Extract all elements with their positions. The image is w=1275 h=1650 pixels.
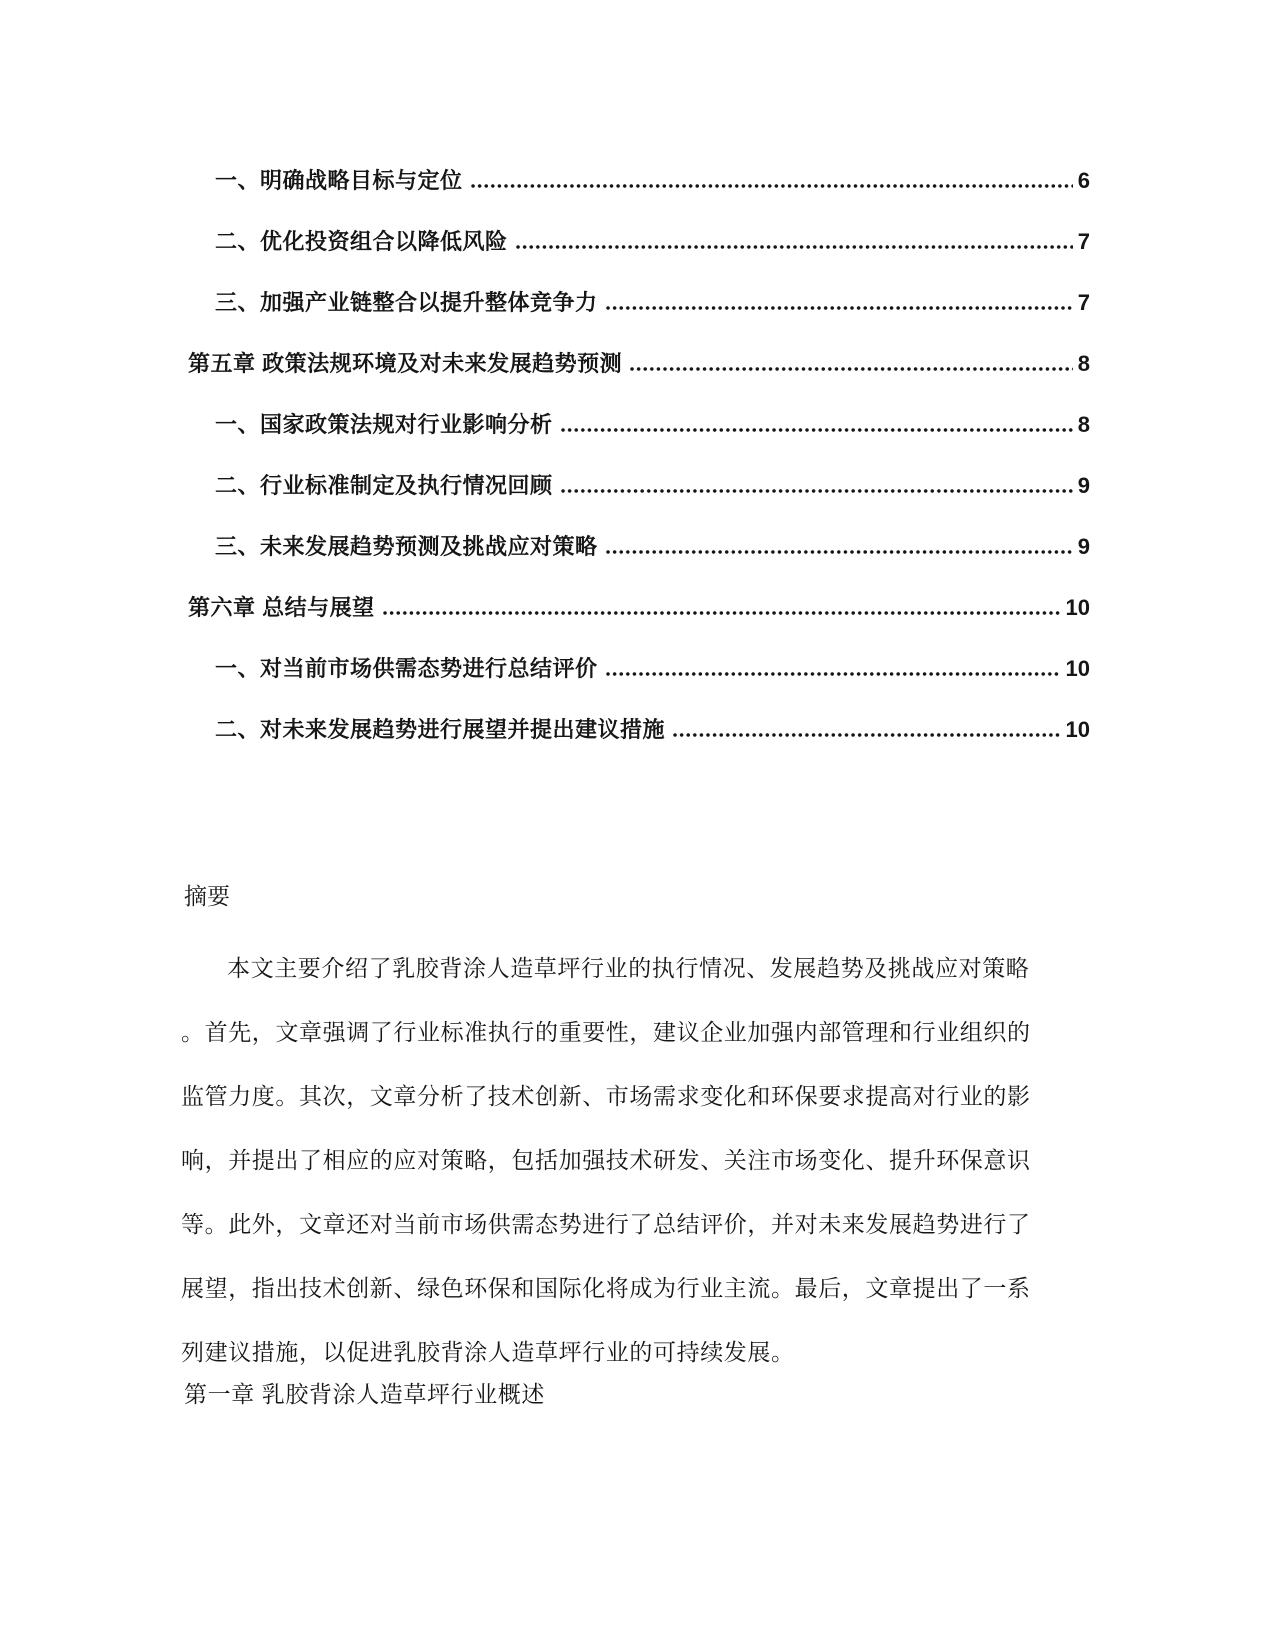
toc-entry-label: 一、对当前市场供需态势进行总结评价 [215,656,598,681]
toc-entry [188,150,1090,211]
toc-dot-leader [383,611,1061,615]
toc-dot-leader [606,306,1073,310]
toc-page-number: 7 [1077,290,1090,315]
toc-page-number: 10 [1065,717,1090,742]
toc-page-number: 10 [1065,656,1090,681]
toc-entry [188,211,1090,272]
toc-entry-label: 二、优化投资组合以降低风险 [215,229,508,254]
toc-page-number: 9 [1077,534,1090,559]
toc-chapter-entry [188,333,1090,394]
toc-page-number: 8 [1077,351,1090,376]
toc-entry-label: 二、行业标准制定及执行情况回顾 [215,473,553,498]
abstract-line: 本文主要介绍了乳胶背涂人造草坪行业的执行情况、发展趋势及挑战应对策略 [227,955,1030,981]
toc-entry-label: 第六章 总结与展望 [188,595,375,620]
toc-entry-label: 一、明确战略目标与定位 [215,168,463,193]
abstract-line: 。首先，文章强调了行业标准执行的重要性，建议企业加强内部管理和行业组织的 [181,1019,1031,1045]
abstract-line: 监管力度。其次，文章分析了技术创新、市场需求变化和环保要求提高对行业的影 [181,1083,1031,1109]
toc-chapter-entry [188,577,1090,638]
toc-entry [188,455,1090,516]
chapter-one-heading: 第一章 乳胶背涂人造草坪行业概述 [184,1381,545,1407]
toc-entry-label: 三、加强产业链整合以提升整体竞争力 [215,290,598,315]
toc-entry-label: 二、对未来发展趋势进行展望并提出建议措施 [215,717,666,742]
toc-entry [188,699,1090,760]
toc-dot-leader [606,550,1073,554]
toc-entry [188,394,1090,455]
toc-dot-leader [673,733,1061,737]
abstract-line: 响，并提出了相应的应对策略，包括加强技术研发、关注市场变化、提升环保意识 [181,1147,1031,1173]
toc-entry [188,516,1090,577]
toc-page-number: 6 [1077,168,1090,193]
toc-entry [188,638,1090,699]
toc-dot-leader [561,489,1073,493]
toc-dot-leader [516,245,1073,249]
toc-page-number: 7 [1077,229,1090,254]
abstract-line: 展望，指出技术创新、绿色环保和国际化将成为行业主流。最后，文章提出了一系 [181,1275,1031,1301]
toc-entry-label: 第五章 政策法规环境及对未来发展趋势预测 [188,351,623,376]
abstract-paragraph [181,936,1135,1384]
toc-page-number: 8 [1077,412,1090,437]
toc-page-number: 10 [1065,595,1090,620]
toc-dot-leader [630,367,1073,371]
toc-dot-leader [561,428,1073,432]
toc-entry-label: 一、国家政策法规对行业影响分析 [215,412,553,437]
toc-dot-leader [471,184,1073,188]
abstract-line: 等。此外，文章还对当前市场供需态势进行了总结评价，并对未来发展趋势进行了 [181,1211,1031,1237]
toc-page-number: 9 [1077,473,1090,498]
toc-dot-leader [606,672,1061,676]
abstract-heading: 摘要 [184,883,230,909]
toc-entry [188,272,1090,333]
table-of-contents [188,150,1090,760]
toc-entry-label: 三、未来发展趋势预测及挑战应对策略 [215,534,598,559]
abstract-line: 列建议措施，以促进乳胶背涂人造草坪行业的可持续发展。 [181,1339,795,1365]
